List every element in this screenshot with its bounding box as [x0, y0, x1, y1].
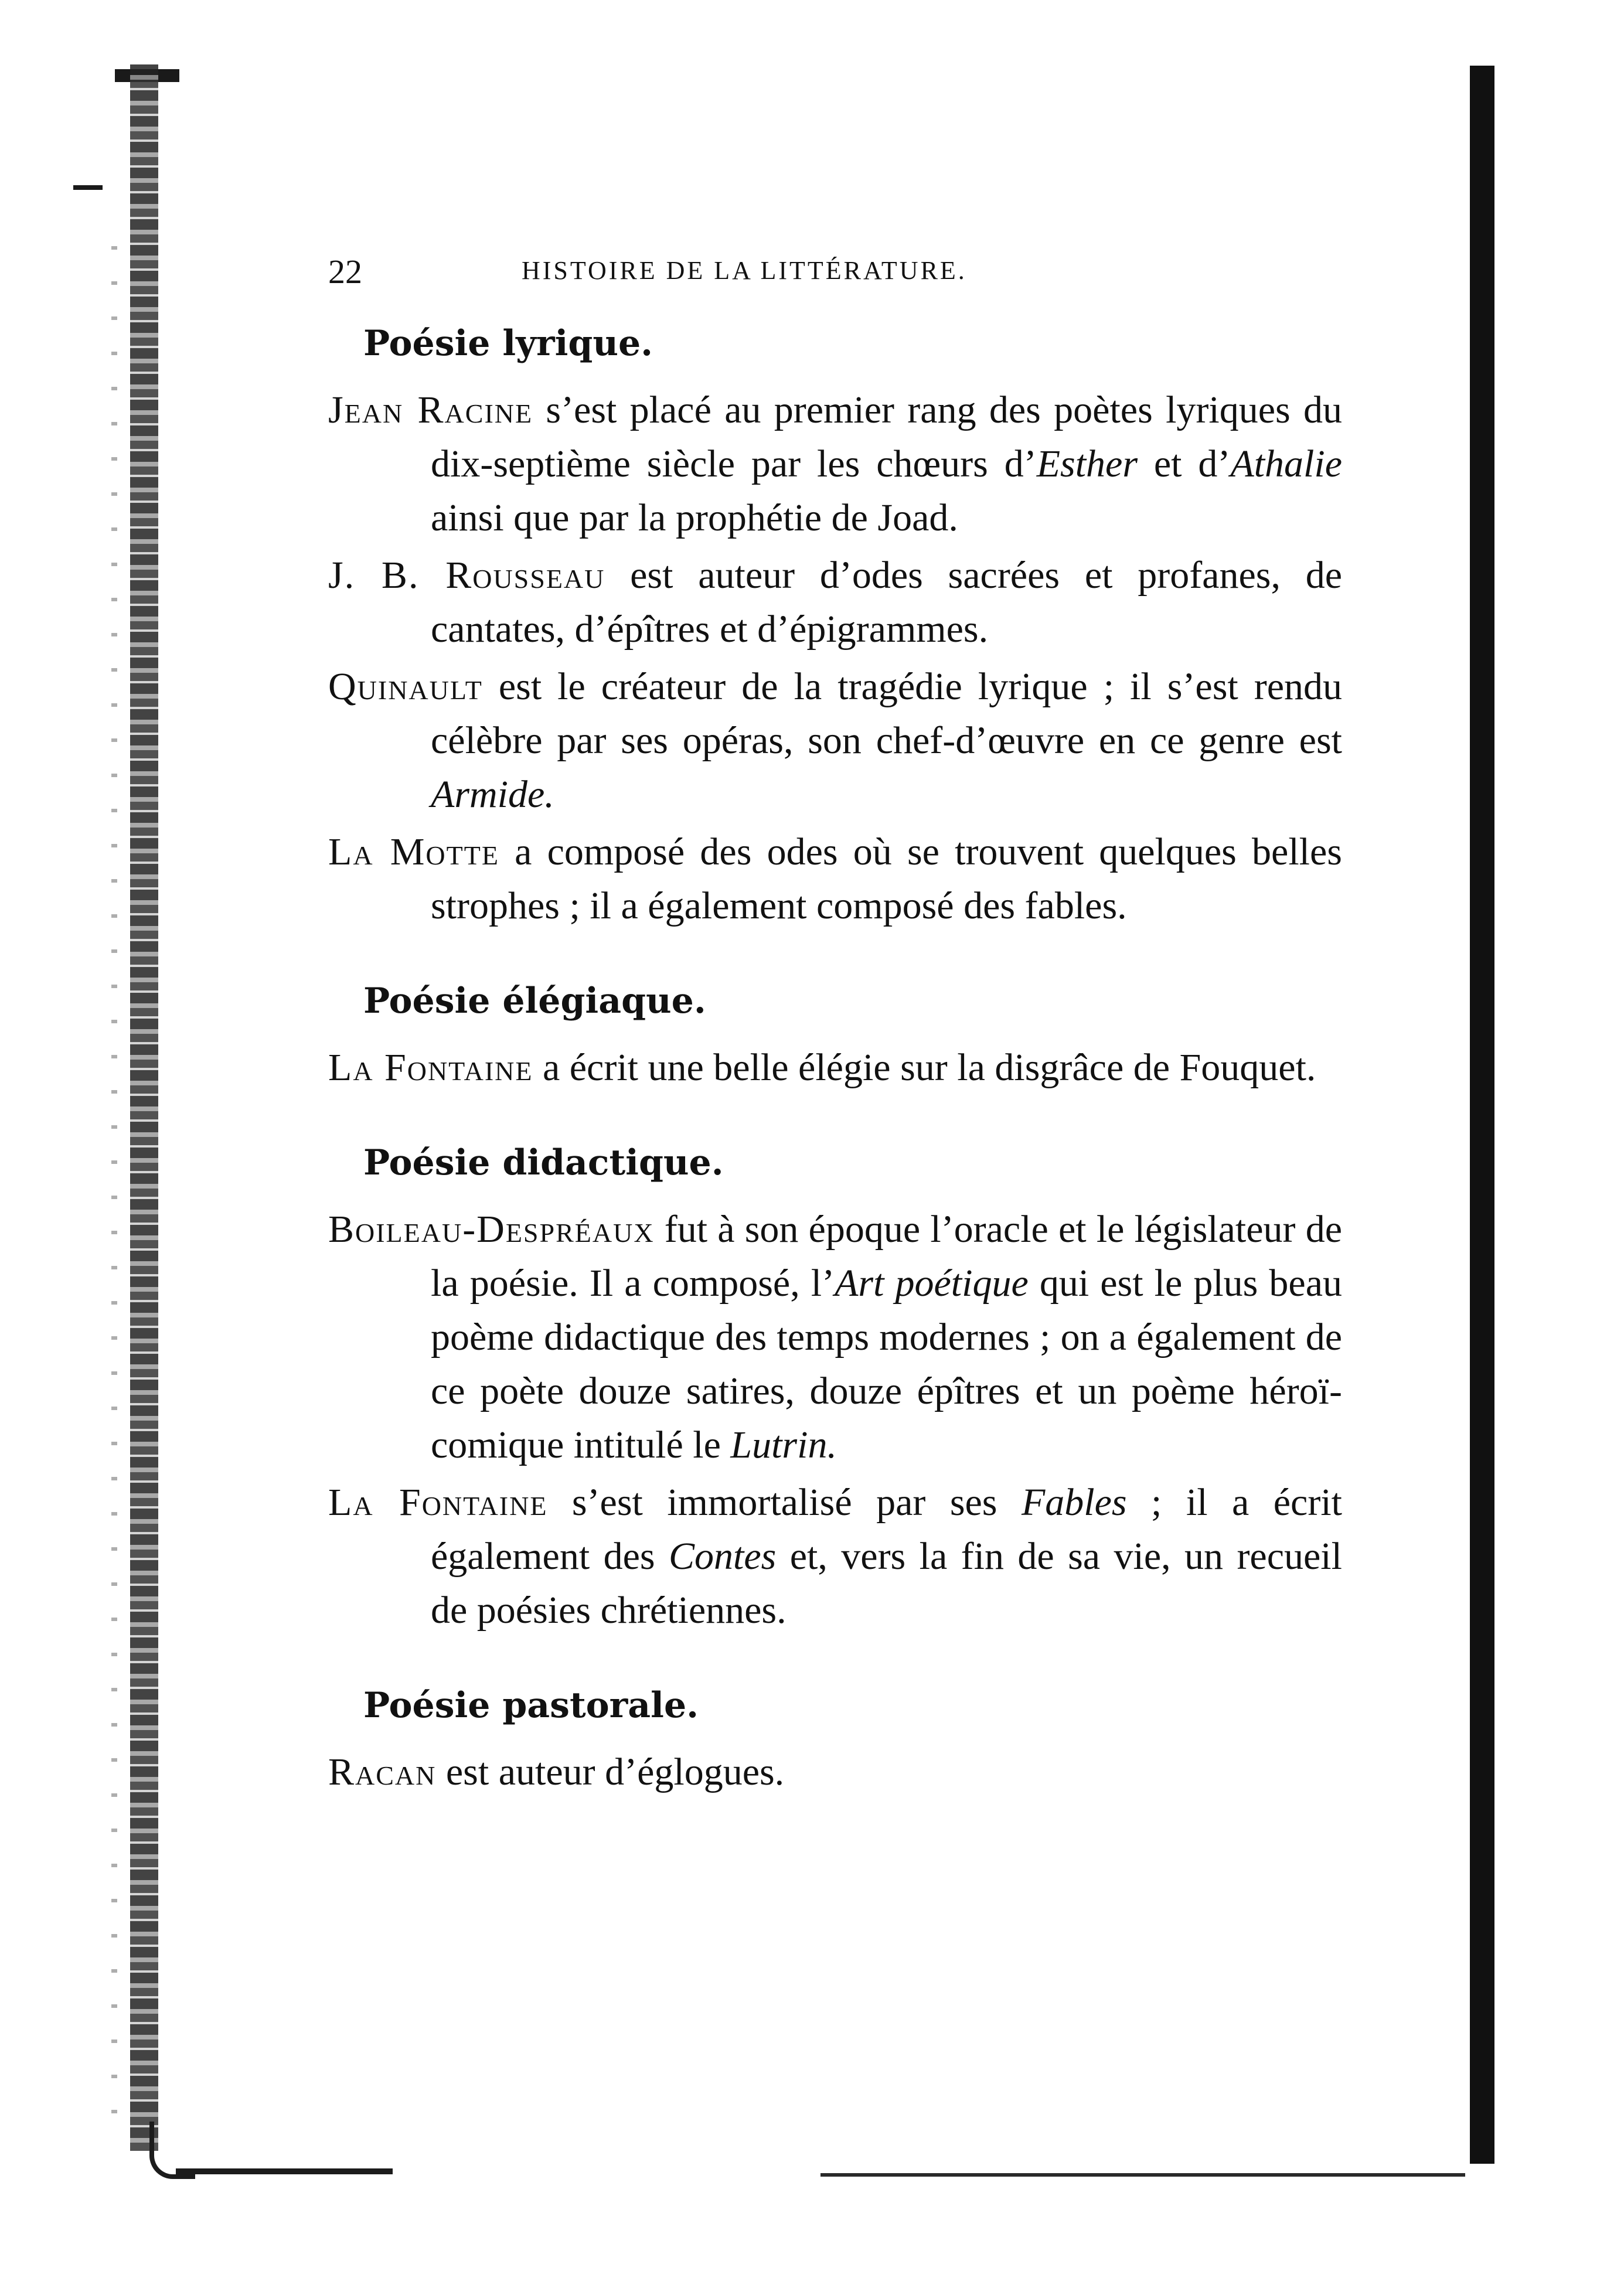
work-title: Athalie — [1230, 442, 1342, 485]
author-name: La Fontaine — [328, 1481, 548, 1524]
entry-text: fut à son époque l’oracle et le législateur de la poésie. Il a composé, l’ — [431, 1208, 1342, 1305]
binding-edge-left — [130, 64, 158, 2151]
author-entry — [328, 1203, 1342, 1472]
entry-text: est le créateur de la tragédie lyrique ; il s’est rendu célèbre par ses opéras, son chef-d’œuvre en ce genre est — [431, 665, 1342, 762]
entry-text: qui est le plus beau poème didactique des temps modernes ; on a également de ce poète douze satires, douze épîtres et un poème héroï-comique intitulé le — [431, 1262, 1342, 1466]
entry-text: s’est placé au premier rang des poètes lyriques du dix-septième siècle par les chœurs d’ — [431, 389, 1342, 485]
work-title: Fables — [1021, 1481, 1127, 1524]
entry-text: est auteur d’églogues. — [436, 1751, 785, 1793]
author-name: La Motte — [328, 830, 499, 873]
work-title: Contes — [668, 1535, 777, 1578]
author-name: Jean Racine — [328, 389, 533, 431]
author-entry — [328, 660, 1342, 822]
author-name: La Fontaine — [328, 1046, 533, 1089]
page-edge-right — [1470, 66, 1494, 2164]
author-name: Boileau-Despréaux — [328, 1208, 655, 1251]
page-header — [328, 252, 1114, 293]
entry-text: a écrit une belle élégie sur la disgrâce de Fouquet. — [533, 1046, 1316, 1089]
section-heading: Poésie pastorale. — [363, 1685, 699, 1726]
author-entry — [328, 1041, 1342, 1095]
author-name: Quinault — [328, 665, 483, 708]
page-number: 22 — [328, 253, 362, 291]
author-name: Racan — [328, 1751, 437, 1793]
section-heading: Poésie lyrique. — [363, 323, 653, 364]
bottom-edge-left — [176, 2168, 393, 2174]
entry-text: ; il a écrit également des — [431, 1481, 1343, 1578]
work-title: Art poétique — [835, 1262, 1029, 1305]
author-entry — [328, 1476, 1342, 1637]
author-name: J. B. Rousseau — [328, 554, 605, 597]
entry-text: s’est immortalisé par ses — [547, 1481, 1022, 1524]
work-title: Armide. — [431, 773, 554, 816]
author-entry — [328, 549, 1342, 656]
work-title: Lutrin. — [730, 1424, 837, 1466]
page-body — [328, 316, 1342, 1803]
margin-mark — [73, 185, 103, 190]
author-entry — [328, 1745, 1342, 1799]
bottom-edge-right — [820, 2173, 1465, 2177]
author-entry — [328, 825, 1342, 933]
entry-text: a composé des odes où se trouvent quelques belles strophes ; il a également composé des fables. — [431, 830, 1342, 927]
work-title: Esther — [1036, 442, 1138, 485]
entry-text: et, vers la fin de sa vie, un recueil de poésies chrétiennes. — [431, 1535, 1342, 1632]
entry-text: ainsi que par la prophétie de Joad. — [431, 496, 958, 539]
running-head: HISTOIRE DE LA LITTÉRATURE. — [522, 256, 967, 285]
entry-text: et d’ — [1138, 442, 1231, 485]
section-heading: Poésie élégiaque. — [363, 980, 706, 1022]
section-heading: Poésie didactique. — [363, 1142, 724, 1183]
binding-stitching — [111, 246, 117, 2122]
entry-text: est auteur d’odes sacrées et profanes, de cantates, d’épîtres et d’épigrammes. — [431, 554, 1342, 651]
author-entry — [328, 383, 1342, 545]
